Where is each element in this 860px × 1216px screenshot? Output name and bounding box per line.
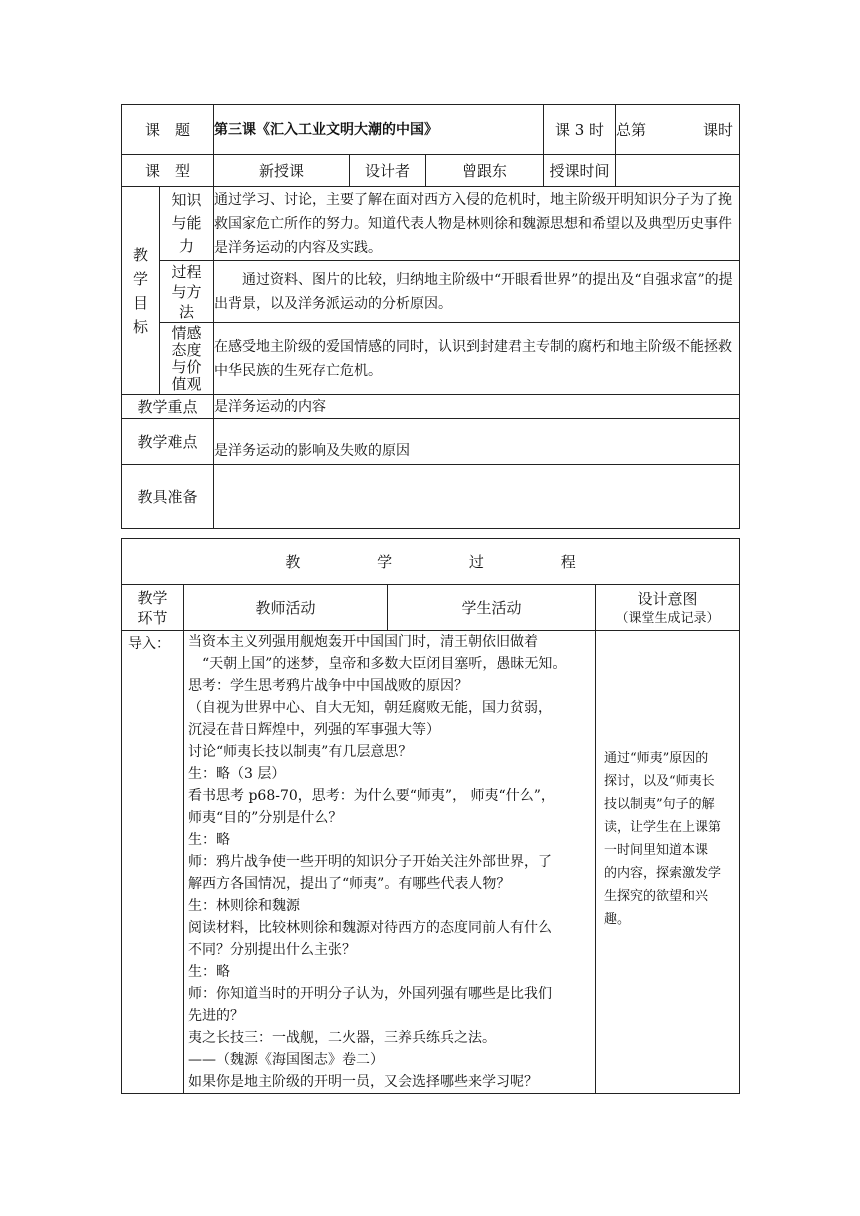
- difficulty-label: 教学难点: [122, 419, 214, 465]
- intro-line: 不同？分别提出什么主张？: [188, 942, 356, 958]
- intent-line: 读，让学生在上课第: [604, 820, 722, 835]
- intro-line: 生：略: [188, 832, 230, 848]
- time-value: [616, 155, 740, 187]
- intent-line: 技以制夷”句子的解: [604, 797, 715, 812]
- student-header: 学生活动: [388, 585, 596, 631]
- key-point-text: 是洋务运动的内容: [214, 395, 740, 419]
- topic-value: 第三课《汇入工业文明大潮的中国》: [214, 105, 544, 155]
- process-title: [122, 539, 740, 585]
- total-hours: [616, 105, 740, 155]
- intent-line: 的内容，探索激发学: [604, 866, 722, 881]
- intro-line: ——（魏源《海国图志》卷二）: [188, 1052, 384, 1068]
- intro-line: 当资本主义列强用舰炮轰开中国国门时，清王朝依旧做着: [188, 634, 538, 650]
- hours: 课 3 时: [544, 105, 616, 155]
- lesson-process-table: [121, 538, 740, 1094]
- teacher-header: 教师活动: [184, 585, 388, 631]
- intent-line: 探讨，以及“师夷长: [604, 774, 715, 789]
- intro-line: 夷之长技三：一战舰，二火器，三养兵练兵之法。: [188, 1030, 496, 1046]
- goals-label: [122, 187, 160, 395]
- emotion-text: 在感受地主阶级的爱国情感的同时，认识到封建君主专制的腐朽和地主阶级不能拯救中华民族的生死存亡危机。: [214, 323, 740, 395]
- tools-text: [214, 465, 740, 529]
- intent-line: 一时间里知道本课: [604, 843, 709, 858]
- process-method-label-text: 过程与方法: [171, 262, 202, 321]
- intro-line: 先进的？: [188, 1008, 244, 1024]
- lesson-plan-header-table: [121, 104, 740, 529]
- tools-label: 教具准备: [122, 465, 214, 529]
- intro-line: 讨论“师夷长技以制夷”有几层意思？: [188, 744, 413, 760]
- intro-line: 师：鸦片战争使一些开明的知识分子开始关注外部世界，了: [188, 854, 552, 870]
- intent-header-title: 设计意图: [637, 589, 698, 608]
- process-title-char: 学: [377, 552, 393, 571]
- knowledge-label-text: 知识与能力: [171, 191, 202, 255]
- process-title-char: 程: [560, 552, 576, 571]
- intro-line: 如果你是地主阶级的开明一员，又会选择哪些来学习呢？: [188, 1074, 538, 1090]
- stage-header: [122, 585, 184, 631]
- intro-intent: [596, 631, 740, 1094]
- total-label: 总第: [616, 120, 647, 139]
- intro-line: 师夷“目的”分别是什么？: [188, 810, 343, 826]
- intro-line: “天朝上国”的迷梦，皇帝和多数大臣闭目塞听，愚昧无知。: [202, 656, 567, 672]
- difficulty-text: 是洋务运动的影响及失败的原因: [214, 419, 740, 465]
- type-label: 课 型: [122, 155, 214, 187]
- intro-teacher-activity: [184, 631, 596, 1094]
- intro-line: 生：林则徐和魏源: [188, 898, 300, 914]
- time-label: 授课时间: [544, 155, 616, 187]
- goals-label-text: 教学目标: [132, 245, 148, 336]
- intro-line: 师：你知道当时的开明分子认为，外国列强有哪些是比我们: [188, 986, 552, 1002]
- intro-line: 沉浸在昔日辉煌中，列强的军事强大等）: [188, 722, 440, 738]
- intro-line: （自视为世界中心、自大无知，朝廷腐败无能，国力贫弱，: [188, 700, 552, 716]
- key-point-label: 教学重点: [122, 395, 214, 419]
- topic-label: 课 题: [122, 105, 214, 155]
- intent-line: 趣。: [604, 912, 631, 927]
- intro-line: 思考：学生思考鸦片战争中中国战败的原因？: [188, 678, 468, 694]
- knowledge-text: 通过学习、讨论，主要了解在面对西方入侵的危机时，地主阶级开明知识分子为了挽救国家危亡所作的努力。知道代表人物是林则徐和魏源思想和希望以及典型历史事件是洋务运动的内容及实践。: [214, 187, 740, 261]
- stage-header-text: 教学环节: [137, 588, 168, 627]
- intro-line: 看书思考 p68-70，思考：为什么要“师夷”， 师夷“什么”，: [188, 788, 555, 804]
- intro-stage: 导入：: [122, 631, 184, 1094]
- emotion-label: [160, 323, 214, 395]
- knowledge-label: [160, 187, 214, 261]
- process-title-char: 过: [468, 552, 484, 571]
- process-title-char: 教: [285, 552, 301, 571]
- process-method-text: 通过资料、图片的比较，归纳地主阶级中“开眼看世界”的提出及“自强求富”的提出背景，以及洋务派运动的分析原因。: [214, 261, 740, 323]
- intent-line: 生探究的欲望和兴: [604, 889, 709, 904]
- intro-line: 生：略（3 层）: [188, 766, 286, 782]
- designer-label: 设计者: [350, 155, 426, 187]
- intent-header: [596, 585, 740, 631]
- type-value: 新授课: [214, 155, 350, 187]
- intent-line: 通过“师夷”原因的: [604, 751, 709, 766]
- intro-line: 生：略: [188, 964, 230, 980]
- total-suffix: 课时: [703, 120, 734, 139]
- process-method-label: [160, 261, 214, 323]
- emotion-label-text: 情感态度与价值观: [171, 323, 202, 393]
- intro-line: 解西方各国情况，提出了“师夷”。有哪些代表人物？: [188, 876, 511, 892]
- designer-value: 曾跟东: [426, 155, 544, 187]
- intro-line: 阅读材料，比较林则徐和魏源对待西方的态度同前人有什么: [188, 920, 552, 936]
- intent-header-sub: （课堂生成记录）: [615, 610, 720, 626]
